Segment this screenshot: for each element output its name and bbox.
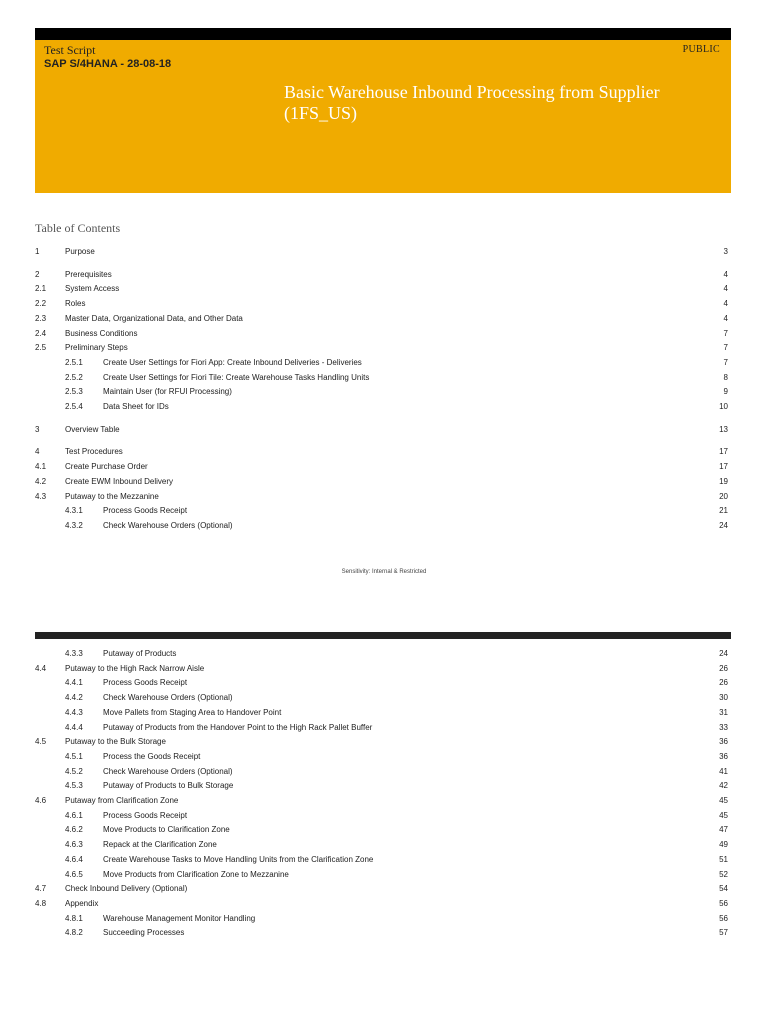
toc-entry-label: Process Goods Receipt: [103, 678, 188, 688]
toc-entry-page: 4: [723, 299, 728, 309]
toc-entry-label: Putaway of Products: [103, 649, 177, 658]
top-black-bar: [35, 28, 731, 40]
toc-entry[interactable]: [35, 721, 728, 735]
toc-entry-page: 3: [723, 247, 728, 256]
toc-entry[interactable]: [35, 676, 728, 690]
toc-entry-label: Check Warehouse Orders (Optional): [103, 766, 233, 776]
document-title: Basic Warehouse Inbound Processing from Supplier (1FS_US): [284, 82, 660, 123]
toc-entry-label: Putaway of Products from the Handover Point to the High Rack Pallet Buffer: [103, 722, 373, 732]
toc-entry-number: 4.8: [35, 898, 47, 908]
toc-entry[interactable]: [35, 400, 728, 414]
toc-entry[interactable]: [35, 838, 728, 852]
toc-entry-page: 42: [719, 781, 728, 791]
toc-entry[interactable]: [35, 297, 728, 311]
toc-entry-page: 26: [719, 678, 728, 688]
toc-entry-label: Process Goods Receipt: [103, 810, 188, 820]
toc-entry-label: Preliminary Steps: [65, 343, 128, 353]
toc-entry-number: 4.4.3: [65, 707, 83, 717]
toc-entry-number: 4.5: [35, 737, 47, 747]
toc-entry-label: Repack at the Clarification Zone: [103, 840, 217, 850]
toc-entry-label: System Access: [65, 284, 120, 294]
toc-entry-label: Putaway to the High Rack Narrow Aisle: [65, 663, 205, 673]
toc-entry[interactable]: [35, 882, 728, 896]
toc-entry[interactable]: [35, 475, 728, 489]
toc-entry[interactable]: [35, 926, 728, 940]
toc-entry-label: Putaway to the Mezzanine: [65, 491, 159, 501]
toc-entry-number: 4.6.1: [65, 810, 83, 820]
toc-entry[interactable]: [35, 691, 728, 705]
toc-entry-number: 2.5.1: [65, 357, 83, 367]
toc-entry-number: 4.5.3: [65, 781, 83, 791]
toc-entry-number: 4.7: [35, 884, 47, 894]
toc-entry[interactable]: [35, 779, 728, 793]
toc-entry-number: 2.5: [35, 343, 47, 353]
toc-entry-page: 36: [719, 751, 728, 761]
toc-entry[interactable]: [35, 750, 728, 764]
toc-entry-number: 4.6: [35, 796, 47, 805]
toc-entry[interactable]: [35, 823, 728, 837]
toc-entry-label: Data Sheet for IDs: [103, 402, 169, 411]
toc-entry-label: Create User Settings for Fiori Tile: Create Warehouse Tasks Handling Units: [103, 372, 370, 382]
toc-entry-number: 4.3.1: [65, 506, 83, 516]
toc-entry-page: 45: [719, 810, 728, 820]
toc-entry-number: 4.8.1: [65, 913, 83, 923]
toc-entry-page: 56: [719, 898, 728, 908]
classification-label: PUBLIC: [682, 44, 720, 55]
toc-entry-label: Prerequisites: [65, 269, 112, 279]
toc-entry-label: Process the Goods Receipt: [103, 751, 201, 761]
toc-entry-number: 4.4: [35, 663, 47, 673]
toc-entry[interactable]: [35, 662, 728, 676]
toc-entry-label: Create Purchase Order: [65, 462, 148, 472]
toc-entry-page: 31: [719, 707, 728, 717]
toc-entry-label: Test Procedures: [65, 447, 123, 457]
toc-entry[interactable]: [35, 794, 728, 808]
toc-entry-page: 7: [723, 357, 728, 367]
toc-entry[interactable]: [35, 371, 728, 385]
toc-entry[interactable]: [35, 809, 728, 823]
toc-entry-label: Master Data, Organizational Data, and Other Data: [65, 313, 243, 323]
toc-entry-label: Purpose: [65, 247, 95, 256]
toc-entry-number: 2.5.3: [65, 387, 83, 397]
toc-entry-number: 4.8.2: [65, 928, 83, 938]
toc-entry-number: 4.4.2: [65, 693, 83, 703]
toc-entry-label: Putaway of Products to Bulk Storage: [103, 781, 234, 791]
toc-entry[interactable]: [35, 912, 728, 926]
toc-entry-label: Create Warehouse Tasks to Move Handling Units from the Clarification Zone: [103, 854, 374, 864]
toc-entry-label: Succeeding Processes: [103, 928, 185, 938]
toc-entry-label: Check Warehouse Orders (Optional): [103, 520, 233, 530]
toc-entry[interactable]: [35, 519, 728, 533]
toc-entry[interactable]: [35, 385, 728, 399]
toc-entry-number: 4.6.5: [65, 869, 83, 879]
toc-entry-number: 2.5.2: [65, 372, 83, 382]
toc-entry-label: Move Products from Clarification Zone to Mezzanine: [103, 869, 289, 879]
toc-entry-page: 26: [719, 663, 728, 673]
toc-entry[interactable]: [35, 282, 728, 296]
toc-entry[interactable]: [35, 341, 728, 355]
toc-entry-page: 17: [719, 447, 728, 457]
toc-entry[interactable]: [35, 504, 728, 518]
toc-entry[interactable]: [35, 445, 728, 459]
toc-entry-page: 54: [719, 884, 728, 894]
toc-entry-page: 10: [719, 402, 728, 411]
product-version: SAP S/4HANA - 28-08-18: [44, 58, 172, 70]
toc-entry-page: 45: [719, 796, 728, 805]
toc-entry-page: 57: [719, 928, 728, 938]
toc-entry-label: Move Pallets from Staging Area to Handover Point: [103, 707, 282, 717]
toc-entry-number: 4.3.2: [65, 520, 83, 530]
toc-entry[interactable]: [35, 460, 728, 474]
toc-entry-number: 4.6.4: [65, 854, 83, 864]
toc-entry-number: 2.1: [35, 284, 47, 294]
toc-entry-page: 13: [719, 424, 728, 434]
toc-entry-number: 3: [35, 424, 40, 434]
toc-entry-page: 7: [723, 343, 728, 353]
toc-entry-label: Putaway from Clarification Zone: [65, 796, 179, 805]
toc-entry-page: 47: [719, 825, 728, 835]
toc-entry-label: Move Products to Clarification Zone: [103, 825, 230, 835]
toc-entry-page: 36: [719, 737, 728, 747]
toc-entry-label: Maintain User (for RFUI Processing): [103, 387, 232, 397]
toc-entry-page: 19: [719, 476, 728, 486]
page-2-top-bar: [35, 632, 731, 639]
toc-entry[interactable]: [35, 765, 728, 779]
toc-entry-page: 17: [719, 462, 728, 472]
toc-entry-number: 4.2: [35, 476, 47, 486]
toc-entry-label: Overview Table: [65, 424, 120, 434]
toc-entry-page: 21: [719, 506, 728, 516]
toc-entry-number: 4.3: [35, 491, 47, 501]
toc-entry[interactable]: [35, 853, 728, 867]
toc-entry-label: Warehouse Management Monitor Handling: [103, 913, 256, 923]
toc-entry-number: 4.3.3: [65, 649, 83, 658]
toc-entry[interactable]: [35, 268, 728, 282]
toc-entry-page: 4: [723, 269, 728, 279]
toc-entry-page: 41: [719, 766, 728, 776]
toc-entry-page: 20: [719, 491, 728, 501]
toc-entry-page: 51: [719, 854, 728, 864]
toc-entry-page: 52: [719, 869, 728, 879]
toc-entry-page: 49: [719, 840, 728, 850]
toc-entry-number: 4.4.1: [65, 678, 83, 688]
toc-entry-number: 4: [35, 447, 40, 457]
toc-entry-page: 56: [719, 913, 728, 923]
toc-entry-number: 2.5.4: [65, 402, 83, 411]
toc-entry-number: 2: [35, 269, 40, 279]
toc-entry[interactable]: [35, 356, 728, 370]
toc-entry-number: 4.6.3: [65, 840, 83, 850]
toc-entry[interactable]: [35, 423, 728, 437]
toc-entry-number: 2.2: [35, 299, 47, 309]
toc-entry-label: Appendix: [65, 898, 99, 908]
toc-entry-number: 4.6.2: [65, 825, 83, 835]
title-banner: [35, 40, 731, 193]
toc-entry-number: 1: [35, 247, 40, 256]
toc-entry-page: 4: [723, 313, 728, 323]
document-type: Test Script: [44, 43, 96, 57]
toc-entry-label: Create EWM Inbound Delivery: [65, 476, 174, 486]
toc-entry-number: 4.4.4: [65, 722, 83, 732]
toc-entry-page: 9: [723, 387, 728, 397]
toc-entry-page: 30: [719, 693, 728, 703]
toc-entry[interactable]: [35, 897, 728, 911]
toc-entry-page: 4: [723, 284, 728, 294]
sensitivity-footer: Sensitivity: Internal & Restricted: [341, 569, 427, 575]
toc-entry-label: Process Goods Receipt: [103, 506, 188, 516]
toc-entry[interactable]: [35, 312, 728, 326]
toc-entry-number: 4.5.2: [65, 766, 83, 776]
toc-entry[interactable]: [35, 490, 728, 504]
toc-entry-number: 2.4: [35, 328, 47, 338]
toc-heading: Table of Contents: [35, 221, 121, 235]
toc-entry-label: Roles: [65, 299, 86, 309]
toc-entry-label: Business Conditions: [65, 328, 138, 338]
toc-entry-page: 33: [719, 722, 728, 732]
toc-entry-number: 2.3: [35, 313, 47, 323]
toc-entry-page: 24: [719, 520, 728, 530]
toc-entry-label: Create User Settings for Fiori App: Create Inbound Deliveries - Deliveries: [103, 357, 362, 367]
toc-entry-page: 8: [723, 372, 728, 382]
toc-entry-number: 4.1: [35, 462, 47, 472]
toc-entry-label: Check Inbound Delivery (Optional): [65, 884, 188, 894]
toc-entry-label: Putaway to the Bulk Storage: [65, 737, 166, 747]
toc-entry-page: 7: [723, 328, 728, 338]
toc-entry-number: 4.5.1: [65, 751, 83, 761]
toc-entry[interactable]: [35, 868, 728, 882]
toc-entry-page: 24: [719, 649, 728, 658]
toc-entry[interactable]: [35, 245, 728, 259]
toc-entry[interactable]: [35, 706, 728, 720]
toc-entry[interactable]: [35, 647, 728, 661]
toc-entry[interactable]: [35, 327, 728, 341]
toc-entry[interactable]: [35, 735, 728, 749]
toc-entry-label: Check Warehouse Orders (Optional): [103, 693, 233, 703]
